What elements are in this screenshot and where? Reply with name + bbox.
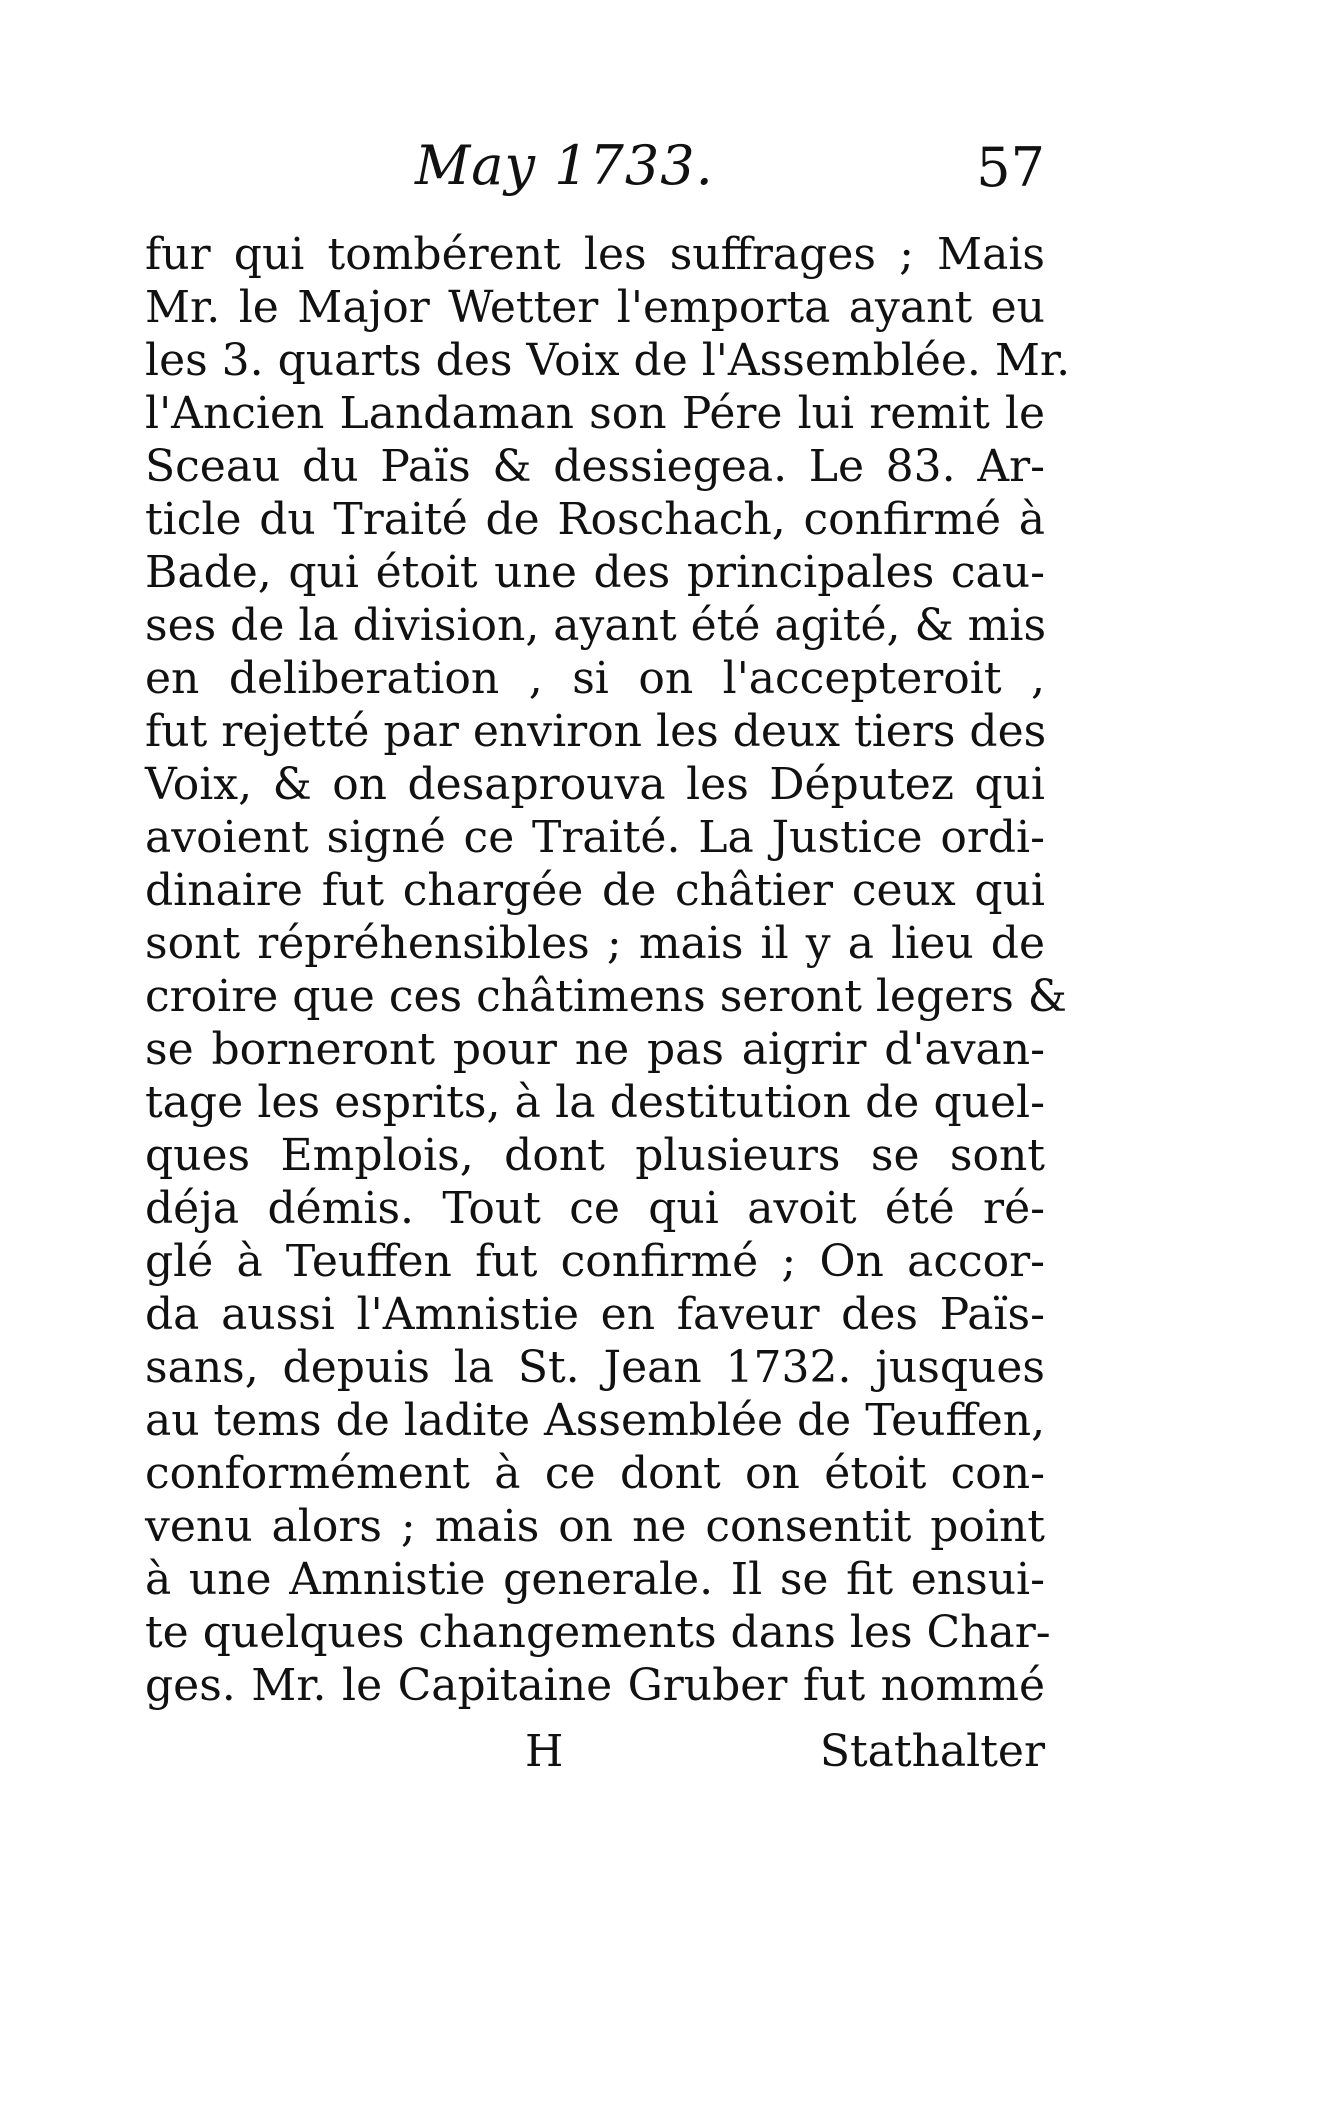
text-line: sont répréhensibles ; mais il y a lieu de bbox=[145, 918, 1045, 969]
page-footer bbox=[145, 1722, 1045, 1782]
text-line: ticle du Traité de Roschach, confirmé à bbox=[145, 494, 1045, 545]
text-line: Bade, qui étoit une des principales cau- bbox=[145, 547, 1045, 598]
text-line: da aussi l'Amnistie en faveur des Païs- bbox=[145, 1289, 1045, 1340]
text-line: fut rejetté par environ les deux tiers des bbox=[145, 706, 1047, 757]
body-text bbox=[145, 228, 1071, 1712]
text-line: déja démis. Tout ce qui avoit été ré- bbox=[145, 1183, 1045, 1234]
text-line: dinaire fut chargée de châtier ceux qui bbox=[145, 865, 1045, 916]
text-line: Mr. le Major Wetter l'emporta ayant eu bbox=[145, 282, 1045, 333]
text-line: fur qui tombérent les suffrages ; Mais bbox=[145, 229, 1045, 280]
running-title: May 1733. bbox=[415, 134, 714, 197]
text-line: venu alors ; mais on ne consentit point bbox=[145, 1501, 1045, 1552]
text-line: ses de la division, ayant été agité, & mis bbox=[145, 600, 1047, 651]
text-line: te quelques changements dans les Char- bbox=[145, 1607, 1051, 1658]
text-line: avoient signé ce Traité. La Justice ordi- bbox=[145, 812, 1045, 863]
text-line: au tems de ladite Assemblée de Teuffen, bbox=[145, 1395, 1046, 1446]
text-line: Voix, & on desaprouva les Députez qui bbox=[145, 759, 1045, 810]
text-line: sans, depuis la St. Jean 1732. jusques bbox=[145, 1342, 1045, 1393]
text-line: les 3. quarts des Voix de l'Assemblée. Mr. bbox=[145, 335, 1071, 386]
text-line: à une Amnistie generale. Il se fit ensui- bbox=[145, 1554, 1045, 1605]
text-line: glé à Teuffen fut confirmé ; On accor- bbox=[145, 1236, 1045, 1287]
text-line: se borneront pour ne pas aigrir d'avan- bbox=[145, 1024, 1045, 1075]
page-number: 57 bbox=[976, 136, 1045, 199]
text-line: conformément à ce dont on étoit con- bbox=[145, 1448, 1045, 1499]
text-line: l'Ancien Landaman son Pére lui remit le bbox=[145, 388, 1045, 439]
running-header bbox=[145, 128, 1045, 208]
signature-mark: H bbox=[525, 1726, 564, 1777]
text-line: Sceau du Païs & dessiegea. Le 83. Ar- bbox=[145, 441, 1045, 492]
catchword: Stathalter bbox=[819, 1726, 1045, 1777]
text-line: ges. Mr. le Capitaine Gruber fut nommé bbox=[145, 1660, 1045, 1711]
text-line: croire que ces châtimens seront legers & bbox=[145, 971, 1067, 1022]
text-line: ques Emplois, dont plusieurs se sont bbox=[145, 1130, 1045, 1181]
text-line: tage les esprits, à la destitution de quel- bbox=[145, 1077, 1045, 1128]
text-line: en deliberation , si on l'accepteroit , bbox=[145, 653, 1045, 704]
